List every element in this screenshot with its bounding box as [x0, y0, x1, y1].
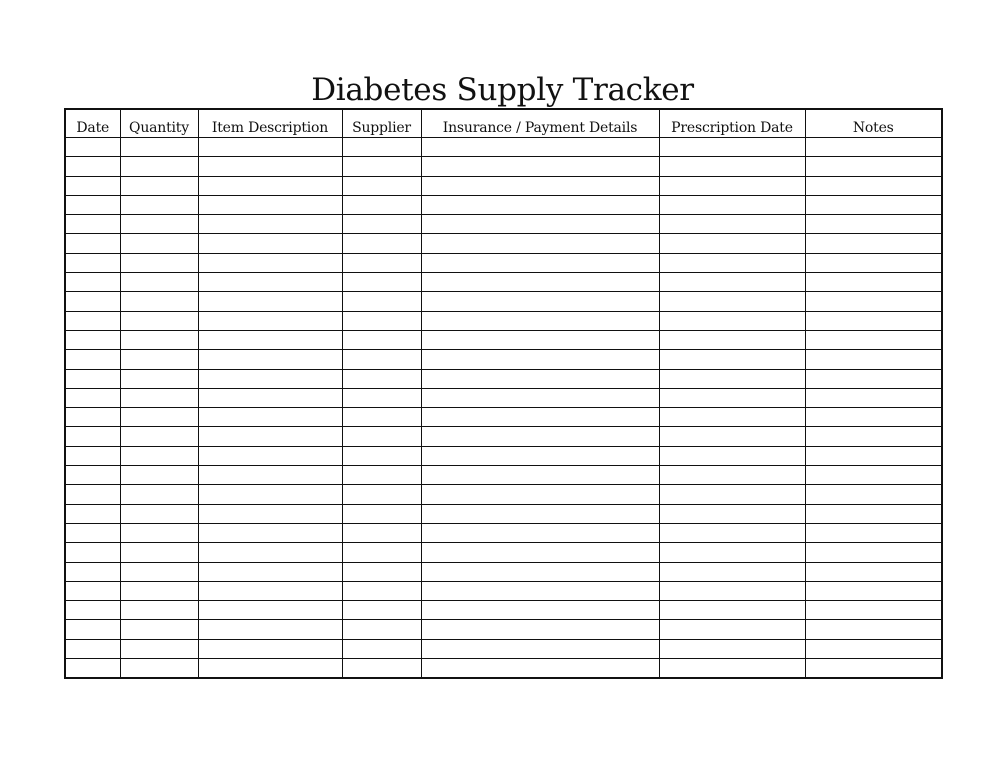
- column-header-prescription-date: Prescription Date: [659, 109, 805, 138]
- cell-insurance-payment[interactable]: [421, 138, 659, 157]
- table-row: [65, 215, 942, 234]
- table-row: [65, 273, 942, 292]
- cell-date[interactable]: [65, 523, 120, 542]
- cell-item-description[interactable]: [198, 446, 342, 465]
- cell-item-description[interactable]: [198, 350, 342, 369]
- cell-insurance-payment[interactable]: [421, 485, 659, 504]
- cell-quantity[interactable]: [120, 523, 198, 542]
- table-row: [65, 620, 942, 639]
- cell-insurance-payment[interactable]: [421, 388, 659, 407]
- cell-prescription-date[interactable]: [659, 523, 805, 542]
- cell-date[interactable]: [65, 234, 120, 253]
- cell-notes[interactable]: [805, 543, 942, 562]
- cell-notes[interactable]: [805, 253, 942, 272]
- cell-item-description[interactable]: [198, 543, 342, 562]
- cell-insurance-payment[interactable]: [421, 543, 659, 562]
- cell-insurance-payment[interactable]: [421, 253, 659, 272]
- column-header-item-description: Item Description: [198, 109, 342, 138]
- cell-notes[interactable]: [805, 273, 942, 292]
- cell-date[interactable]: [65, 446, 120, 465]
- table-row: [65, 176, 942, 195]
- cell-quantity[interactable]: [120, 543, 198, 562]
- cell-notes[interactable]: [805, 427, 942, 446]
- cell-supplier[interactable]: [342, 581, 421, 600]
- cell-notes[interactable]: [805, 581, 942, 600]
- table-row: [65, 581, 942, 600]
- cell-item-description[interactable]: [198, 138, 342, 157]
- table-row: [65, 601, 942, 620]
- cell-prescription-date[interactable]: [659, 369, 805, 388]
- cell-item-description[interactable]: [198, 523, 342, 542]
- cell-item-description[interactable]: [198, 330, 342, 349]
- table-row: [65, 157, 942, 176]
- cell-insurance-payment[interactable]: [421, 176, 659, 195]
- cell-quantity[interactable]: [120, 581, 198, 600]
- cell-item-description[interactable]: [198, 292, 342, 311]
- cell-notes[interactable]: [805, 408, 942, 427]
- cell-supplier[interactable]: [342, 369, 421, 388]
- cell-prescription-date[interactable]: [659, 234, 805, 253]
- cell-supplier[interactable]: [342, 543, 421, 562]
- cell-supplier[interactable]: [342, 504, 421, 523]
- cell-supplier[interactable]: [342, 234, 421, 253]
- cell-prescription-date[interactable]: [659, 408, 805, 427]
- cell-date[interactable]: [65, 504, 120, 523]
- cell-supplier[interactable]: [342, 427, 421, 446]
- cell-notes[interactable]: [805, 659, 942, 679]
- cell-item-description[interactable]: [198, 581, 342, 600]
- column-header-supplier: Supplier: [342, 109, 421, 138]
- cell-prescription-date[interactable]: [659, 446, 805, 465]
- cell-prescription-date[interactable]: [659, 311, 805, 330]
- table-row: [65, 408, 942, 427]
- cell-date[interactable]: [65, 311, 120, 330]
- cell-item-description[interactable]: [198, 253, 342, 272]
- cell-insurance-payment[interactable]: [421, 446, 659, 465]
- cell-item-description[interactable]: [198, 639, 342, 658]
- cell-notes[interactable]: [805, 523, 942, 542]
- table-row: [65, 523, 942, 542]
- cell-date[interactable]: [65, 369, 120, 388]
- cell-insurance-payment[interactable]: [421, 523, 659, 542]
- cell-prescription-date[interactable]: [659, 485, 805, 504]
- cell-prescription-date[interactable]: [659, 504, 805, 523]
- cell-supplier[interactable]: [342, 215, 421, 234]
- cell-insurance-payment[interactable]: [421, 215, 659, 234]
- cell-quantity[interactable]: [120, 369, 198, 388]
- cell-notes[interactable]: [805, 620, 942, 639]
- cell-insurance-payment[interactable]: [421, 466, 659, 485]
- cell-notes[interactable]: [805, 138, 942, 157]
- table-row: [65, 639, 942, 658]
- cell-supplier[interactable]: [342, 195, 421, 214]
- cell-notes[interactable]: [805, 639, 942, 658]
- cell-quantity[interactable]: [120, 138, 198, 157]
- cell-date[interactable]: [65, 195, 120, 214]
- cell-supplier[interactable]: [342, 523, 421, 542]
- cell-supplier[interactable]: [342, 292, 421, 311]
- cell-item-description[interactable]: [198, 485, 342, 504]
- cell-item-description[interactable]: [198, 369, 342, 388]
- cell-quantity[interactable]: [120, 485, 198, 504]
- cell-date[interactable]: [65, 485, 120, 504]
- cell-quantity[interactable]: [120, 195, 198, 214]
- cell-date[interactable]: [65, 639, 120, 658]
- cell-supplier[interactable]: [342, 620, 421, 639]
- cell-date[interactable]: [65, 659, 120, 679]
- cell-notes[interactable]: [805, 330, 942, 349]
- column-header-insurance-payment: Insurance / Payment Details: [421, 109, 659, 138]
- table-row: [65, 292, 942, 311]
- cell-prescription-date[interactable]: [659, 138, 805, 157]
- cell-quantity[interactable]: [120, 311, 198, 330]
- cell-notes[interactable]: [805, 195, 942, 214]
- cell-date[interactable]: [65, 581, 120, 600]
- table-row: [65, 311, 942, 330]
- cell-prescription-date[interactable]: [659, 215, 805, 234]
- cell-insurance-payment[interactable]: [421, 659, 659, 679]
- cell-date[interactable]: [65, 562, 120, 581]
- cell-supplier[interactable]: [342, 639, 421, 658]
- cell-notes[interactable]: [805, 157, 942, 176]
- cell-item-description[interactable]: [198, 427, 342, 446]
- table-row: [65, 253, 942, 272]
- cell-prescription-date[interactable]: [659, 330, 805, 349]
- table-row: [65, 330, 942, 349]
- cell-prescription-date[interactable]: [659, 543, 805, 562]
- cell-item-description[interactable]: [198, 408, 342, 427]
- cell-insurance-payment[interactable]: [421, 620, 659, 639]
- cell-insurance-payment[interactable]: [421, 408, 659, 427]
- table-row: [65, 369, 942, 388]
- cell-item-description[interactable]: [198, 601, 342, 620]
- cell-supplier[interactable]: [342, 311, 421, 330]
- cell-prescription-date[interactable]: [659, 581, 805, 600]
- cell-supplier[interactable]: [342, 562, 421, 581]
- cell-notes[interactable]: [805, 446, 942, 465]
- cell-item-description[interactable]: [198, 659, 342, 679]
- cell-notes[interactable]: [805, 350, 942, 369]
- cell-quantity[interactable]: [120, 408, 198, 427]
- cell-insurance-payment[interactable]: [421, 234, 659, 253]
- cell-quantity[interactable]: [120, 176, 198, 195]
- cell-prescription-date[interactable]: [659, 292, 805, 311]
- cell-supplier[interactable]: [342, 659, 421, 679]
- cell-prescription-date[interactable]: [659, 620, 805, 639]
- cell-insurance-payment[interactable]: [421, 311, 659, 330]
- cell-date[interactable]: [65, 601, 120, 620]
- table-body: [65, 138, 942, 679]
- cell-item-description[interactable]: [198, 176, 342, 195]
- cell-supplier[interactable]: [342, 176, 421, 195]
- cell-quantity[interactable]: [120, 292, 198, 311]
- table-row: [65, 138, 942, 157]
- cell-item-description[interactable]: [198, 504, 342, 523]
- cell-prescription-date[interactable]: [659, 195, 805, 214]
- table-row: [65, 562, 942, 581]
- cell-notes[interactable]: [805, 485, 942, 504]
- cell-insurance-payment[interactable]: [421, 504, 659, 523]
- cell-quantity[interactable]: [120, 601, 198, 620]
- cell-quantity[interactable]: [120, 350, 198, 369]
- cell-date[interactable]: [65, 138, 120, 157]
- cell-notes[interactable]: [805, 176, 942, 195]
- cell-quantity[interactable]: [120, 330, 198, 349]
- cell-prescription-date[interactable]: [659, 562, 805, 581]
- cell-date[interactable]: [65, 292, 120, 311]
- cell-date[interactable]: [65, 157, 120, 176]
- page-title: Diabetes Supply Tracker: [311, 72, 694, 108]
- table-row: [65, 234, 942, 253]
- column-header-date: Date: [65, 109, 120, 138]
- cell-quantity[interactable]: [120, 157, 198, 176]
- cell-item-description[interactable]: [198, 195, 342, 214]
- cell-notes[interactable]: [805, 601, 942, 620]
- cell-date[interactable]: [65, 543, 120, 562]
- cell-supplier[interactable]: [342, 466, 421, 485]
- cell-supplier[interactable]: [342, 138, 421, 157]
- cell-prescription-date[interactable]: [659, 253, 805, 272]
- cell-prescription-date[interactable]: [659, 427, 805, 446]
- cell-insurance-payment[interactable]: [421, 292, 659, 311]
- cell-date[interactable]: [65, 388, 120, 407]
- cell-notes[interactable]: [805, 504, 942, 523]
- cell-notes[interactable]: [805, 215, 942, 234]
- column-header-quantity: Quantity: [120, 109, 198, 138]
- cell-item-description[interactable]: [198, 234, 342, 253]
- cell-supplier[interactable]: [342, 350, 421, 369]
- cell-notes[interactable]: [805, 292, 942, 311]
- cell-quantity[interactable]: [120, 659, 198, 679]
- table-row: [65, 543, 942, 562]
- cell-notes[interactable]: [805, 388, 942, 407]
- cell-date[interactable]: [65, 176, 120, 195]
- cell-insurance-payment[interactable]: [421, 330, 659, 349]
- cell-prescription-date[interactable]: [659, 639, 805, 658]
- cell-notes[interactable]: [805, 466, 942, 485]
- cell-item-description[interactable]: [198, 215, 342, 234]
- cell-item-description[interactable]: [198, 388, 342, 407]
- cell-date[interactable]: [65, 253, 120, 272]
- cell-prescription-date[interactable]: [659, 466, 805, 485]
- cell-insurance-payment[interactable]: [421, 157, 659, 176]
- cell-prescription-date[interactable]: [659, 176, 805, 195]
- cell-supplier[interactable]: [342, 273, 421, 292]
- cell-prescription-date[interactable]: [659, 350, 805, 369]
- cell-supplier[interactable]: [342, 446, 421, 465]
- cell-insurance-payment[interactable]: [421, 601, 659, 620]
- cell-date[interactable]: [65, 466, 120, 485]
- table-row: [65, 446, 942, 465]
- cell-insurance-payment[interactable]: [421, 562, 659, 581]
- cell-quantity[interactable]: [120, 504, 198, 523]
- table-row: [65, 388, 942, 407]
- cell-supplier[interactable]: [342, 253, 421, 272]
- cell-item-description[interactable]: [198, 273, 342, 292]
- table-row: [65, 466, 942, 485]
- cell-item-description[interactable]: [198, 466, 342, 485]
- cell-quantity[interactable]: [120, 234, 198, 253]
- cell-quantity[interactable]: [120, 639, 198, 658]
- cell-quantity[interactable]: [120, 466, 198, 485]
- cell-date[interactable]: [65, 620, 120, 639]
- cell-insurance-payment[interactable]: [421, 195, 659, 214]
- cell-quantity[interactable]: [120, 273, 198, 292]
- cell-notes[interactable]: [805, 562, 942, 581]
- cell-date[interactable]: [65, 350, 120, 369]
- cell-quantity[interactable]: [120, 446, 198, 465]
- cell-insurance-payment[interactable]: [421, 639, 659, 658]
- cell-prescription-date[interactable]: [659, 659, 805, 679]
- cell-prescription-date[interactable]: [659, 273, 805, 292]
- cell-insurance-payment[interactable]: [421, 581, 659, 600]
- cell-date[interactable]: [65, 427, 120, 446]
- cell-supplier[interactable]: [342, 601, 421, 620]
- supply-tracker-table: [64, 108, 943, 679]
- header-row: [65, 109, 942, 138]
- table-row: [65, 195, 942, 214]
- cell-quantity[interactable]: [120, 388, 198, 407]
- cell-quantity[interactable]: [120, 427, 198, 446]
- cell-item-description[interactable]: [198, 562, 342, 581]
- cell-quantity[interactable]: [120, 562, 198, 581]
- table-row: [65, 427, 942, 446]
- table-row: [65, 659, 942, 679]
- cell-insurance-payment[interactable]: [421, 369, 659, 388]
- cell-item-description[interactable]: [198, 620, 342, 639]
- cell-date[interactable]: [65, 273, 120, 292]
- cell-item-description[interactable]: [198, 311, 342, 330]
- table-row: [65, 485, 942, 504]
- cell-date[interactable]: [65, 215, 120, 234]
- column-header-notes: Notes: [805, 109, 942, 138]
- cell-insurance-payment[interactable]: [421, 427, 659, 446]
- table-row: [65, 504, 942, 523]
- cell-supplier[interactable]: [342, 485, 421, 504]
- cell-item-description[interactable]: [198, 157, 342, 176]
- cell-supplier[interactable]: [342, 388, 421, 407]
- cell-quantity[interactable]: [120, 620, 198, 639]
- cell-prescription-date[interactable]: [659, 601, 805, 620]
- cell-prescription-date[interactable]: [659, 388, 805, 407]
- cell-quantity[interactable]: [120, 215, 198, 234]
- cell-insurance-payment[interactable]: [421, 273, 659, 292]
- cell-supplier[interactable]: [342, 330, 421, 349]
- cell-insurance-payment[interactable]: [421, 350, 659, 369]
- cell-notes[interactable]: [805, 311, 942, 330]
- cell-supplier[interactable]: [342, 408, 421, 427]
- cell-supplier[interactable]: [342, 157, 421, 176]
- cell-quantity[interactable]: [120, 253, 198, 272]
- cell-notes[interactable]: [805, 369, 942, 388]
- cell-date[interactable]: [65, 330, 120, 349]
- cell-date[interactable]: [65, 408, 120, 427]
- cell-notes[interactable]: [805, 234, 942, 253]
- cell-prescription-date[interactable]: [659, 157, 805, 176]
- table-row: [65, 350, 942, 369]
